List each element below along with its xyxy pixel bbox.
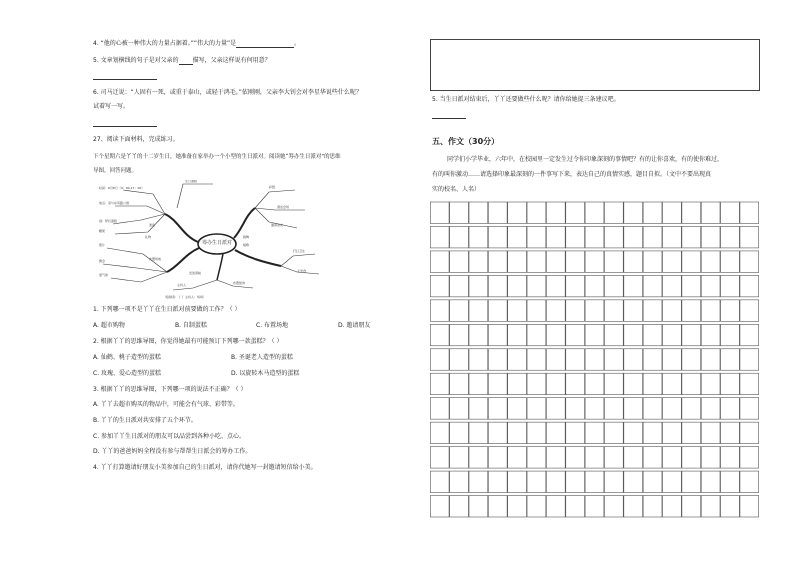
mind-map-label: 氢气球 [99, 273, 109, 277]
essay-prompt-line1: 同学们小学毕业，六年中，在校园里一定发生过令你印象深刻的事情吧？有的让你喜欢，有的使你难过， [447, 156, 724, 163]
grid-cell[interactable] [604, 373, 623, 394]
grid-cell[interactable] [721, 300, 740, 321]
grid-cell[interactable] [701, 496, 720, 517]
grid-cell[interactable] [450, 471, 469, 492]
grid-cell[interactable] [488, 471, 507, 492]
grid-cell[interactable] [585, 251, 604, 272]
grid-cell[interactable] [546, 300, 565, 321]
grid-cell[interactable] [643, 324, 662, 345]
passage-27-title: 27、阅读下面材料，完成练习。 [93, 136, 179, 143]
grid-cell[interactable] [546, 447, 565, 468]
grid-cell[interactable] [527, 398, 546, 419]
grid-cell[interactable] [566, 349, 585, 370]
mind-map-label: 打扫卫生 [293, 249, 306, 253]
grid-cell[interactable] [740, 447, 759, 468]
question-5-mid: 描写，父亲这样说有何用意？ [192, 57, 271, 64]
grid-cell[interactable] [566, 202, 585, 223]
grid-cell[interactable] [546, 324, 565, 345]
essay-prompt-line2: 有的叫你激动……请选择印象最深刻的一件事写下来，表达自己的真情实感，题目自拟。（文中不要出现真 [432, 171, 712, 178]
grid-cell[interactable] [585, 300, 604, 321]
grid-cell[interactable] [701, 447, 720, 468]
mind-map-label: 彩纸 [269, 185, 276, 189]
grid-cell[interactable] [450, 275, 469, 296]
grid-cell[interactable] [508, 251, 527, 272]
grid-cell[interactable] [624, 202, 643, 223]
grid-cell[interactable] [721, 422, 740, 443]
q3-option-a[interactable]: A. 丫丫去超市购买的物品中，可能会有气球、彩带等。 [93, 401, 239, 408]
grid-cell[interactable] [740, 226, 759, 247]
grid-cell[interactable] [488, 496, 507, 517]
grid-cell[interactable] [450, 496, 469, 517]
question-6-line2: 试着写一写。 [93, 103, 130, 110]
grid-cell[interactable] [546, 373, 565, 394]
sub-question-2: 2. 根据丫丫的思维导图，你觉得她最有可能预订下列哪一款蛋糕？（ ） [93, 338, 283, 345]
sub-question-1: 1. 下列哪一项不是丫丫在生日派对前要做的工作？（ ） [93, 306, 241, 313]
grid-cell[interactable] [663, 398, 682, 419]
grid-cell[interactable] [469, 398, 488, 419]
grid-cell[interactable] [663, 251, 682, 272]
q1-option-a[interactable]: A. 超市购物 [93, 322, 125, 329]
grid-cell[interactable] [643, 373, 662, 394]
grid-cell[interactable] [701, 251, 720, 272]
grid-cell[interactable] [430, 447, 449, 468]
grid-cell[interactable] [740, 324, 759, 345]
mind-map-label: 买零食 [297, 269, 307, 273]
grid-cell[interactable] [682, 447, 701, 468]
grid-cell[interactable] [546, 202, 565, 223]
grid-cell[interactable] [566, 496, 585, 517]
grid-cell[interactable] [701, 349, 720, 370]
grid-cell[interactable] [527, 202, 546, 223]
grid-cell[interactable] [546, 275, 565, 296]
grid-cell[interactable] [566, 447, 585, 468]
mind-map-label: 生日蛋糕 [185, 180, 198, 183]
question-5-text: 5. 文章划横线的句子是对父亲的 [93, 57, 179, 64]
sub-question-3: 3. 根据丫丫的思维导图，下列哪一项的说法不正确？（ ） [93, 386, 247, 393]
grid-cell[interactable] [740, 275, 759, 296]
grid-cell[interactable] [682, 226, 701, 247]
grid-cell[interactable] [508, 349, 527, 370]
section-title-composition: 五、作文（30分） [432, 137, 500, 146]
grid-cell[interactable] [643, 251, 662, 272]
grid-cell[interactable] [450, 251, 469, 272]
grid-cell[interactable] [585, 275, 604, 296]
answer-blank[interactable] [179, 58, 193, 65]
q1-option-b[interactable]: B. 自制蛋糕 [175, 322, 207, 329]
grid-cell[interactable] [527, 275, 546, 296]
grid-cell[interactable] [527, 324, 546, 345]
question-6-line1: 6. 司马迁说：“人固有一死，或重于泰山，或轻于鸿毛。”依刚刚，父亲李大钊会对李星华说些什么呢？ [93, 89, 362, 96]
grid-cell[interactable] [585, 202, 604, 223]
grid-cell[interactable] [624, 300, 643, 321]
grid-cell[interactable] [585, 447, 604, 468]
grid-cell[interactable] [721, 471, 740, 492]
grid-cell[interactable] [450, 202, 469, 223]
mind-map-label: 准备 [149, 223, 156, 227]
grid-cell[interactable] [585, 373, 604, 394]
grid-cell[interactable] [488, 422, 507, 443]
grid-cell[interactable] [604, 300, 623, 321]
grid-cell[interactable] [643, 349, 662, 370]
grid-cell[interactable] [546, 226, 565, 247]
grid-cell[interactable] [604, 324, 623, 345]
grid-cell[interactable] [721, 349, 740, 370]
q3-option-b[interactable]: B. 丫丫的生日派对共安排了五个环节。 [93, 417, 197, 424]
grid-cell[interactable] [430, 226, 449, 247]
grid-cell[interactable] [604, 226, 623, 247]
grid-cell[interactable] [566, 422, 585, 443]
grid-cell[interactable] [469, 496, 488, 517]
grid-cell[interactable] [508, 373, 527, 394]
mind-map-label: 清洁会场 [277, 205, 290, 209]
grid-cell[interactable] [469, 202, 488, 223]
grid-cell[interactable] [604, 398, 623, 419]
grid-cell[interactable] [604, 496, 623, 517]
mind-map-label: 跳舞 [243, 235, 250, 239]
answer-box[interactable] [430, 39, 760, 91]
question-5 [93, 57, 271, 65]
grid-cell[interactable] [508, 226, 527, 247]
grid-cell[interactable] [430, 496, 449, 517]
grid-cell[interactable] [701, 202, 720, 223]
grid-cell[interactable] [566, 471, 585, 492]
grid-cell[interactable] [585, 324, 604, 345]
grid-cell[interactable] [566, 300, 585, 321]
grid-cell[interactable] [663, 471, 682, 492]
grid-cell[interactable] [508, 422, 527, 443]
grid-cell[interactable] [643, 398, 662, 419]
grid-cell[interactable] [721, 447, 740, 468]
grid-cell[interactable] [430, 202, 449, 223]
grid-cell[interactable] [624, 422, 643, 443]
grid-cell[interactable] [721, 251, 740, 272]
grid-cell[interactable] [721, 496, 740, 517]
grid-cell[interactable] [740, 471, 759, 492]
grid-cell[interactable] [682, 496, 701, 517]
grid-cell[interactable] [469, 226, 488, 247]
grid-cell[interactable] [527, 373, 546, 394]
passage-27-line2: 导图，回答问题。 [93, 168, 138, 174]
grid-cell[interactable] [450, 447, 469, 468]
grid-cell[interactable] [682, 324, 701, 345]
mind-map-label: 布置装饰 [233, 281, 246, 285]
grid-cell[interactable] [643, 275, 662, 296]
grid-cell[interactable] [701, 275, 720, 296]
grid-cell[interactable] [585, 422, 604, 443]
grid-cell[interactable] [604, 251, 623, 272]
grid-cell[interactable] [430, 300, 449, 321]
grid-cell[interactable] [508, 202, 527, 223]
grid-cell[interactable] [643, 471, 662, 492]
grid-cell[interactable] [740, 422, 759, 443]
grid-cell[interactable] [508, 447, 527, 468]
grid-cell[interactable] [469, 300, 488, 321]
mind-map-label: 布置场地 [149, 257, 162, 261]
grid-cell[interactable] [450, 422, 469, 443]
grid-cell[interactable] [508, 398, 527, 419]
grid-cell[interactable] [585, 226, 604, 247]
grid-cell[interactable] [430, 398, 449, 419]
grid-cell[interactable] [488, 373, 507, 394]
grid-cell[interactable] [585, 398, 604, 419]
grid-cell[interactable] [643, 447, 662, 468]
grid-cell[interactable] [604, 202, 623, 223]
grid-cell[interactable] [643, 422, 662, 443]
q3-option-c[interactable]: C. 参加丫丫生日派对的朋友可以品尝到各种小吃、点心。 [93, 433, 246, 440]
grid-cell[interactable] [643, 226, 662, 247]
grid-cell[interactable] [663, 496, 682, 517]
grid-cell[interactable] [624, 496, 643, 517]
grid-cell[interactable] [508, 471, 527, 492]
grid-cell[interactable] [546, 422, 565, 443]
grid-cell[interactable] [624, 324, 643, 345]
q1-option-c[interactable]: C. 布置场地 [256, 322, 289, 329]
grid-cell[interactable] [450, 324, 469, 345]
grid-cell[interactable] [430, 275, 449, 296]
grid-cell[interactable] [721, 398, 740, 419]
mind-map-label: 主持人 [177, 283, 187, 287]
grid-cell[interactable] [488, 447, 507, 468]
mind-map [93, 180, 333, 300]
grid-cell[interactable] [682, 251, 701, 272]
q2-option-b[interactable]: B. 圣诞老人造型的蛋糕 [231, 354, 293, 361]
grid-cell[interactable] [566, 324, 585, 345]
grid-cell[interactable] [469, 447, 488, 468]
grid-cell[interactable] [450, 398, 469, 419]
grid-cell[interactable] [701, 324, 720, 345]
grid-cell[interactable] [663, 349, 682, 370]
grid-cell[interactable] [488, 349, 507, 370]
grid-cell[interactable] [527, 471, 546, 492]
question-4 [93, 40, 300, 48]
grid-cell[interactable] [663, 226, 682, 247]
grid-cell[interactable] [508, 324, 527, 345]
grid-cell[interactable] [430, 373, 449, 394]
grid-cell[interactable] [450, 300, 469, 321]
mind-map-center-label: 筹办生日派对 [201, 240, 233, 246]
grid-cell[interactable] [508, 275, 527, 296]
grid-cell[interactable] [604, 471, 623, 492]
grid-cell[interactable] [740, 251, 759, 272]
grid-cell[interactable] [527, 422, 546, 443]
grid-cell[interactable] [566, 373, 585, 394]
grid-cell[interactable] [430, 471, 449, 492]
grid-cell[interactable] [546, 349, 565, 370]
grid-cell[interactable] [682, 275, 701, 296]
grid-cell[interactable] [469, 422, 488, 443]
grid-cell[interactable] [546, 471, 565, 492]
grid-cell[interactable] [663, 275, 682, 296]
mind-map-label: 邀请亲友 [271, 223, 284, 227]
mind-map-label: 照片 [99, 243, 106, 247]
grid-cell[interactable] [430, 349, 449, 370]
grid-cell[interactable] [527, 447, 546, 468]
grid-cell[interactable] [682, 471, 701, 492]
answer-line[interactable] [432, 118, 466, 119]
grid-cell[interactable] [643, 300, 662, 321]
mind-map-label: 时间：6月8日（9：00-17：00） [99, 186, 145, 190]
grid-cell[interactable] [624, 373, 643, 394]
grid-cell[interactable] [566, 398, 585, 419]
grid-cell[interactable] [663, 202, 682, 223]
answer-line[interactable] [93, 79, 157, 80]
grid-cell[interactable] [469, 471, 488, 492]
answer-line[interactable] [93, 126, 157, 127]
grid-cell[interactable] [527, 226, 546, 247]
grid-cell[interactable] [488, 300, 507, 321]
composition-grid[interactable] [430, 201, 759, 519]
grid-cell[interactable] [643, 202, 662, 223]
q2-option-a[interactable]: A. 仙鹤、桃子造型的蛋糕 [93, 354, 161, 361]
grid-cell[interactable] [527, 496, 546, 517]
grid-cell[interactable] [527, 251, 546, 272]
grid-cell[interactable] [566, 226, 585, 247]
grid-cell[interactable] [740, 496, 759, 517]
grid-cell[interactable] [701, 300, 720, 321]
grid-cell[interactable] [430, 251, 449, 272]
grid-cell[interactable] [701, 422, 720, 443]
grid-cell[interactable] [546, 251, 565, 272]
grid-cell[interactable] [701, 226, 720, 247]
grid-cell[interactable] [488, 275, 507, 296]
grid-cell[interactable] [701, 398, 720, 419]
grid-cell[interactable] [469, 324, 488, 345]
grid-cell[interactable] [663, 447, 682, 468]
answer-blank[interactable] [236, 41, 294, 48]
q2-option-d[interactable]: D. 以旋转木马造型的蛋糕 [231, 370, 300, 377]
grid-cell[interactable] [624, 398, 643, 419]
grid-cell[interactable] [682, 422, 701, 443]
grid-cell[interactable] [604, 422, 623, 443]
grid-cell[interactable] [488, 226, 507, 247]
mind-map-label: 到：梦幻蛋糕 [99, 219, 118, 223]
grid-cell[interactable] [624, 226, 643, 247]
q1-option-d[interactable]: D. 邀请朋友 [338, 322, 371, 329]
grid-cell[interactable] [721, 202, 740, 223]
passage-27-line1: 下个星期六是丫丫的十二岁生日，她准备在家举办一个小型的生日派对。阅读她“筹办生日派对”的思维 [93, 154, 341, 160]
right-question-5: 5. 当生日派对结束后，丫丫还要做些什么呢？请你给她提三条建议吧。 [432, 96, 620, 103]
grid-cell[interactable] [740, 373, 759, 394]
grid-cell[interactable] [663, 373, 682, 394]
grid-cell[interactable] [585, 496, 604, 517]
grid-cell[interactable] [663, 324, 682, 345]
grid-cell[interactable] [682, 300, 701, 321]
mind-map-label: 糖果 [99, 229, 106, 233]
grid-cell[interactable] [469, 349, 488, 370]
essay-prompt-line3: 实的校名、人名） [432, 186, 481, 193]
grid-cell[interactable] [488, 251, 507, 272]
question-4-end: 。 [294, 40, 301, 47]
grid-cell[interactable] [682, 349, 701, 370]
grid-cell[interactable] [585, 349, 604, 370]
grid-cell[interactable] [585, 471, 604, 492]
grid-cell[interactable] [740, 300, 759, 321]
mind-map-label: 礼物 [145, 235, 152, 239]
grid-cell[interactable] [740, 398, 759, 419]
grid-cell[interactable] [566, 275, 585, 296]
grid-cell[interactable] [508, 300, 527, 321]
grid-cell[interactable] [450, 226, 469, 247]
grid-cell[interactable] [624, 251, 643, 272]
mind-map-label: 发送请帖 [189, 271, 202, 275]
grid-cell[interactable] [624, 349, 643, 370]
grid-cell[interactable] [508, 496, 527, 517]
grid-cell[interactable] [682, 202, 701, 223]
grid-cell[interactable] [430, 422, 449, 443]
grid-cell[interactable] [527, 300, 546, 321]
grid-cell[interactable] [488, 324, 507, 345]
mind-map-footer: （绘制者：丫丫 主持人：妈妈） [163, 295, 206, 299]
grid-cell[interactable] [740, 349, 759, 370]
grid-cell[interactable] [566, 251, 585, 272]
grid-cell[interactable] [604, 349, 623, 370]
grid-cell[interactable] [721, 226, 740, 247]
grid-cell[interactable] [643, 496, 662, 517]
grid-cell[interactable] [430, 324, 449, 345]
grid-cell[interactable] [469, 251, 488, 272]
q3-option-d[interactable]: D. 丫丫的爸爸妈妈全程没有参与帮帮生日派会的筹办工作。 [93, 448, 252, 455]
grid-cell[interactable] [663, 300, 682, 321]
mind-map-label: 聚会 [99, 259, 106, 263]
grid-cell[interactable] [624, 471, 643, 492]
grid-cell[interactable] [721, 373, 740, 394]
grid-cell[interactable] [721, 275, 740, 296]
grid-cell[interactable] [682, 373, 701, 394]
sub-question-4: 4. 丫丫打算邀请好朋友小美参加自己的生日派对，请你代她写一封邀请短信给小美。 [93, 464, 317, 471]
grid-cell[interactable] [546, 496, 565, 517]
grid-cell[interactable] [624, 447, 643, 468]
mind-map-label: 地点：家与东风路公园 [99, 201, 130, 205]
grid-cell[interactable] [604, 447, 623, 468]
grid-cell[interactable] [450, 373, 469, 394]
grid-cell[interactable] [701, 373, 720, 394]
grid-cell[interactable] [469, 373, 488, 394]
grid-cell[interactable] [721, 324, 740, 345]
q2-option-c[interactable]: C. 玫瑰、爱心造型的蛋糕 [93, 370, 162, 377]
grid-cell[interactable] [604, 275, 623, 296]
grid-cell[interactable] [450, 349, 469, 370]
grid-cell[interactable] [469, 275, 488, 296]
grid-cell[interactable] [624, 275, 643, 296]
grid-cell[interactable] [682, 398, 701, 419]
grid-cell[interactable] [527, 349, 546, 370]
grid-cell[interactable] [701, 471, 720, 492]
grid-cell[interactable] [546, 398, 565, 419]
grid-cell[interactable] [488, 202, 507, 223]
grid-cell[interactable] [663, 422, 682, 443]
mind-map-label: 唱歌 [243, 243, 250, 247]
question-4-text: 4. “他的心被一种伟大的力量占据着。”“伟大的力量”是 [93, 40, 237, 47]
grid-cell[interactable] [740, 202, 759, 223]
grid-cell[interactable] [488, 398, 507, 419]
